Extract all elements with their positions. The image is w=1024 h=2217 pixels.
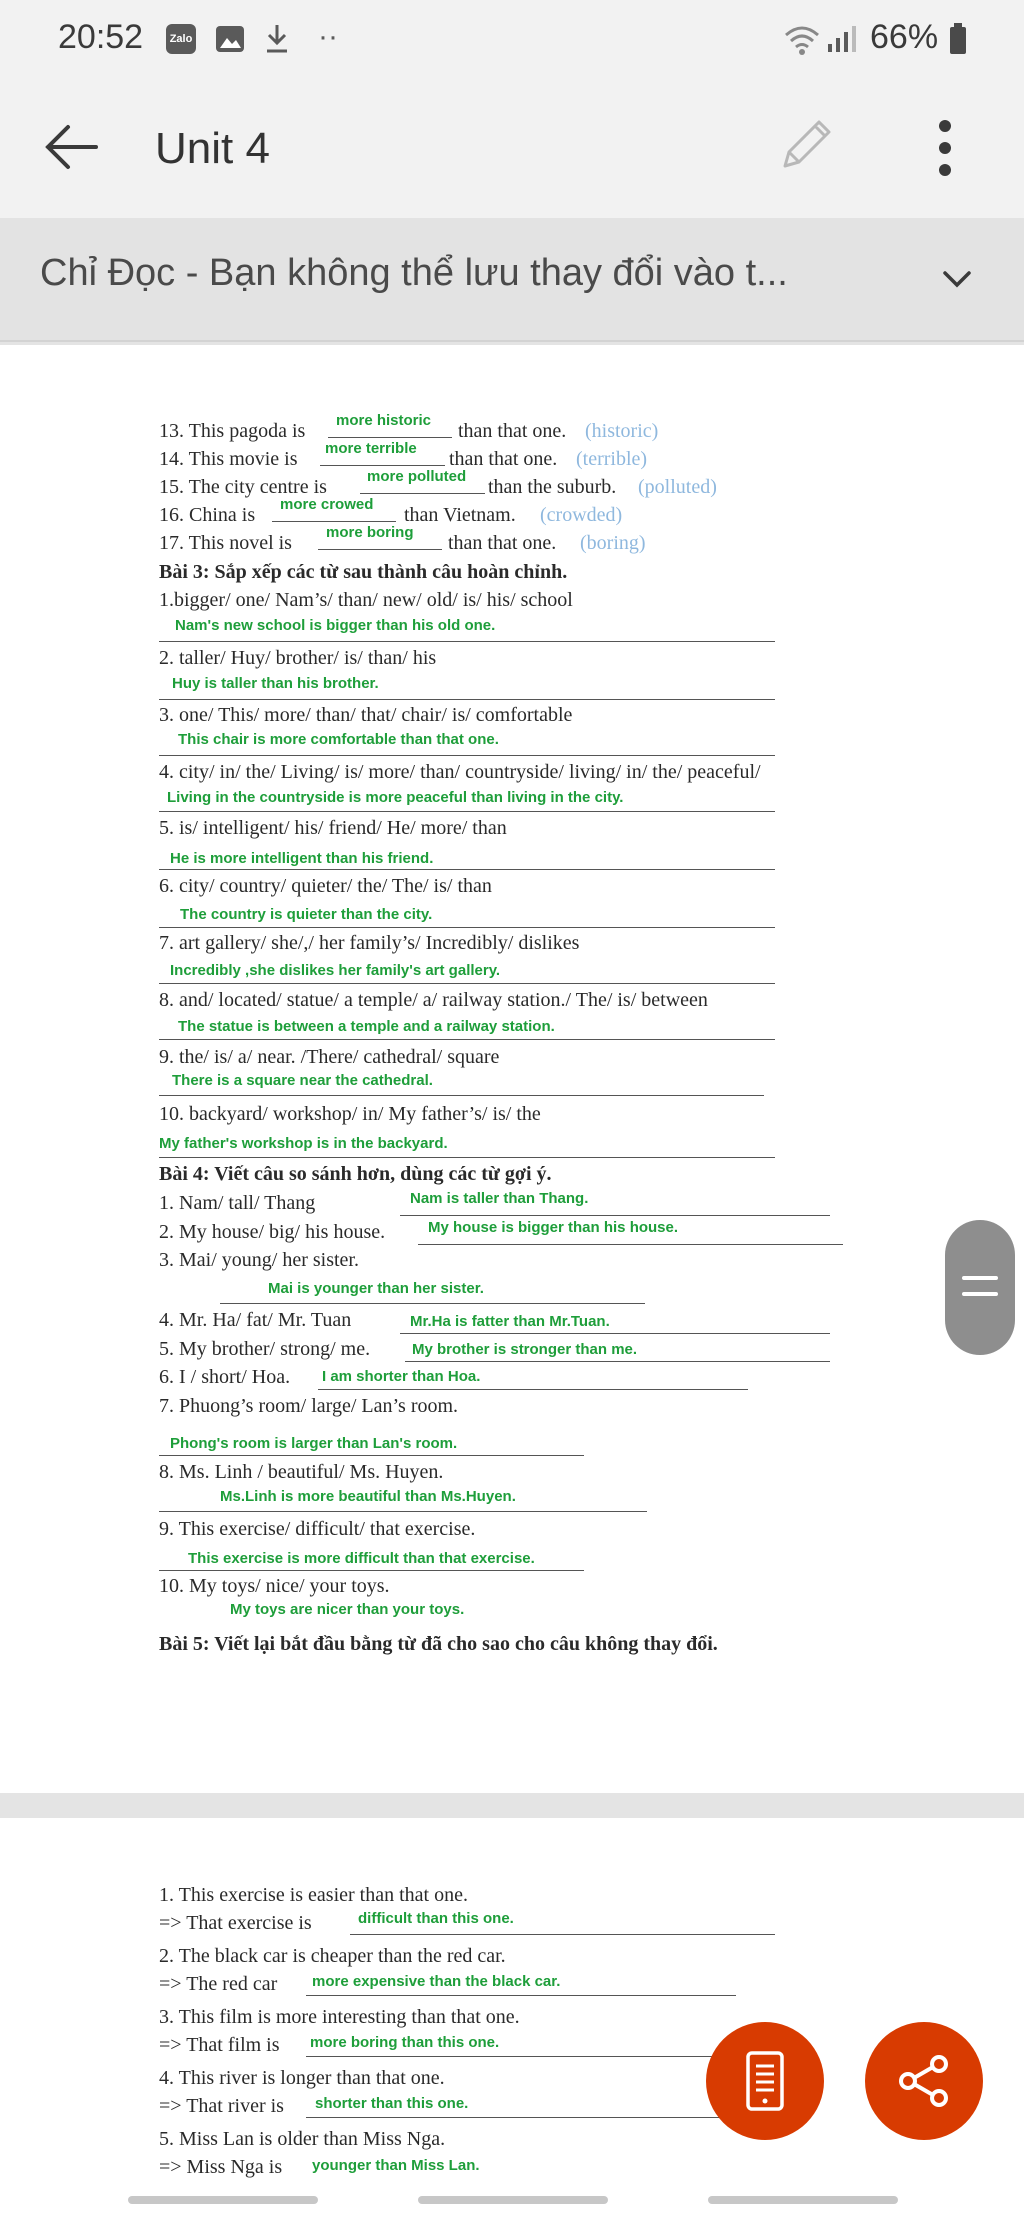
q13-text-before: 13. This pagoda is <box>159 420 306 442</box>
bai3-question: 2. taller/ Huy/ brother/ is/ than/ his <box>159 647 437 669</box>
bai5-prefix: => Miss Nga is <box>159 2156 283 2178</box>
bai3-answer: Huy is taller than his brother. <box>172 675 379 692</box>
bai4-answer: Mr.Ha is fatter than Mr.Tuan. <box>410 1313 610 1330</box>
zalo-icon: Zalo <box>166 24 196 54</box>
q14-text-after: than that one. <box>449 448 558 470</box>
q16-answer: more crowed <box>280 496 374 513</box>
read-only-banner[interactable] <box>0 218 1024 342</box>
bai3-question: 7. art gallery/ she/,/ her family’s/ Incredibly/ dislikes <box>159 932 580 954</box>
q14-answer: more terrible <box>325 440 417 457</box>
status-time: 20:52 <box>58 18 144 56</box>
document-page-2 <box>0 1818 1024 2217</box>
bai3-answer: There is a square near the cathedral. <box>172 1072 433 1089</box>
bai3-question: 4. city/ in/ the/ Living/ is/ more/ than/ countryside/ living/ in/ the/ peaceful/ <box>159 761 761 783</box>
bai3-question: 6. city/ country/ quieter/ the/ The/ is/ than <box>159 875 492 897</box>
bai3-question: 5. is/ intelligent/ his/ friend/ He/ more/ than <box>159 817 507 839</box>
bai5-answer: difficult than this one. <box>358 1910 514 1927</box>
pencil-edit-icon[interactable] <box>775 114 837 181</box>
bai3-answer: The statue is between a temple and a railway station. <box>178 1018 555 1035</box>
bai4-answer: My house is bigger than his house. <box>428 1219 679 1236</box>
bai4-answer: Nam is taller than Thang. <box>410 1190 589 1207</box>
mobile-view-button[interactable] <box>706 2022 824 2140</box>
bai4-question: 9. This exercise/ difficult/ that exercise. <box>159 1518 476 1540</box>
bai4-heading: Bài 4: Viết câu so sánh hơn, dùng các từ gợi ý. <box>159 1163 552 1185</box>
status-bar <box>0 0 1024 80</box>
bai4-answer: My toys are nicer than your toys. <box>230 1601 465 1618</box>
bai3-heading: Bài 3: Sắp xếp các từ sau thành câu hoàn chỉnh. <box>159 561 568 583</box>
document-title: Unit 4 <box>155 124 270 173</box>
bai5-question: 2. The black car is cheaper than the red car. <box>159 1945 506 1967</box>
bai3-answer: The country is quieter than the city. <box>180 906 433 923</box>
bai5-answer: shorter than this one. <box>315 2095 469 2112</box>
mobile-view-icon <box>745 2050 785 2117</box>
bai5-prefix: => That exercise is <box>159 1912 312 1934</box>
q13-answer: more historic <box>336 412 432 429</box>
bai4-answer: This exercise is more difficult than that exercise. <box>188 1550 535 1567</box>
bai3-answer: Incredibly ,she dislikes her family's art gallery. <box>170 962 501 979</box>
bai3-question: 1.bigger/ one/ Nam’s/ than/ new/ old/ is/ his/ school <box>159 589 573 611</box>
bai5-answer: more expensive than the black car. <box>312 1973 561 1990</box>
bai4-answer: Ms.Linh is more beautiful than Ms.Huyen. <box>220 1488 516 1505</box>
bai5-heading: Bài 5: Viết lại bắt đầu bằng từ đã cho sao cho câu không thay đổi. <box>159 1633 718 1655</box>
app-bar <box>0 80 1024 218</box>
q15-text-after: than the suburb. <box>488 476 617 498</box>
bai4-question: 3. Mai/ young/ her sister. <box>159 1249 359 1271</box>
bai3-answer: He is more intelligent than his friend. <box>170 850 434 867</box>
nav-hint-left <box>128 2196 318 2204</box>
share-button[interactable] <box>865 2022 983 2140</box>
share-icon <box>895 2052 953 2115</box>
bai4-question: 10. My toys/ nice/ your toys. <box>159 1575 390 1597</box>
bai4-question: 7. Phuong’s room/ large/ Lan’s room. <box>159 1395 459 1417</box>
bai4-question: 2. My house/ big/ his house. <box>159 1221 386 1243</box>
bai4-question: 8. Ms. Linh / beautiful/ Ms. Huyen. <box>159 1461 444 1483</box>
bai3-question: 9. the/ is/ a/ near. /There/ cathedral/ square <box>159 1046 500 1068</box>
q15-text-before: 15. The city centre is <box>159 476 327 498</box>
bai5-question: 1. This exercise is easier than that one. <box>159 1884 468 1906</box>
bai4-question: 1. Nam/ tall/ Thang <box>159 1192 316 1214</box>
q16-text-before: 16. China is <box>159 504 256 526</box>
battery-icon <box>948 22 968 61</box>
bai3-question: 3. one/ This/ more/ than/ that/ chair/ is/ comfortable <box>159 704 573 726</box>
q17-text-before: 17. This novel is <box>159 532 292 554</box>
bai4-answer: I am shorter than Hoa. <box>322 1368 481 1385</box>
bai3-answer: Living in the countryside is more peaceful than living in the city. <box>167 789 624 806</box>
wifi-icon <box>782 22 822 61</box>
bai5-question: 5. Miss Lan is older than Miss Nga. <box>159 2128 446 2150</box>
bai3-answer: This chair is more comfortable than that one. <box>178 731 499 748</box>
bai5-answer: more boring than this one. <box>310 2034 500 2051</box>
battery-percent: 66% <box>870 18 939 56</box>
bai3-question: 10. backyard/ workshop/ in/ My father’s/ is/ the <box>159 1103 541 1125</box>
q14-text-before: 14. This movie is <box>159 448 298 470</box>
document-page-1 <box>0 345 1024 1793</box>
more-options-icon[interactable] <box>935 118 955 183</box>
bai5-question: 4. This river is longer than that one. <box>159 2067 445 2089</box>
bai4-question: 6. I / short/ Hoa. <box>159 1366 291 1388</box>
bai5-prefix: => That river is <box>159 2095 284 2117</box>
q16-hint: (crowded) <box>540 504 623 526</box>
scroll-handle[interactable] <box>945 1220 1015 1355</box>
q14-hint: (terrible) <box>576 448 648 470</box>
read-only-text: Chỉ Đọc - Bạn không thể lưu thay đổi vào t... <box>40 252 788 294</box>
bai5-prefix: => That film is <box>159 2034 280 2056</box>
download-icon <box>262 22 292 61</box>
nav-hint-center <box>418 2196 608 2204</box>
nav-hint-right <box>708 2196 898 2204</box>
q15-hint: (polluted) <box>638 476 717 498</box>
image-icon <box>214 24 246 59</box>
signal-icon <box>826 24 858 59</box>
back-arrow-icon[interactable] <box>40 122 100 177</box>
bai4-answer: Phong's room is larger than Lan's room. <box>170 1435 458 1452</box>
bai4-answer: Mai is younger than her sister. <box>268 1280 484 1297</box>
bai3-question: 8. and/ located/ statue/ a temple/ a/ railway station./ The/ is/ between <box>159 989 708 1011</box>
bai3-answer: My father's workshop is in the backyard. <box>159 1135 448 1152</box>
q17-hint: (boring) <box>580 532 646 554</box>
bai4-question: 5. My brother/ strong/ me. <box>159 1338 371 1360</box>
more-notifications-icon: ·· <box>318 20 338 53</box>
chevron-down-icon[interactable] <box>940 262 974 301</box>
bai5-question: 3. This film is more interesting than that one. <box>159 2006 520 2028</box>
q17-text-after: than that one. <box>448 532 557 554</box>
bai4-answer: My brother is stronger than me. <box>412 1341 638 1358</box>
q16-text-after: than Vietnam. <box>404 504 516 526</box>
bai5-answer: younger than Miss Lan. <box>312 2157 480 2174</box>
bai4-question: 4. Mr. Ha/ fat/ Mr. Tuan <box>159 1309 352 1331</box>
q15-answer: more polluted <box>367 468 467 485</box>
q13-hint: (historic) <box>585 420 659 442</box>
q13-text-after: than that one. <box>458 420 567 442</box>
bai3-answer: Nam's new school is bigger than his old one. <box>175 617 496 634</box>
q17-answer: more boring <box>326 524 414 541</box>
bai5-prefix: => The red car <box>159 1973 278 1995</box>
